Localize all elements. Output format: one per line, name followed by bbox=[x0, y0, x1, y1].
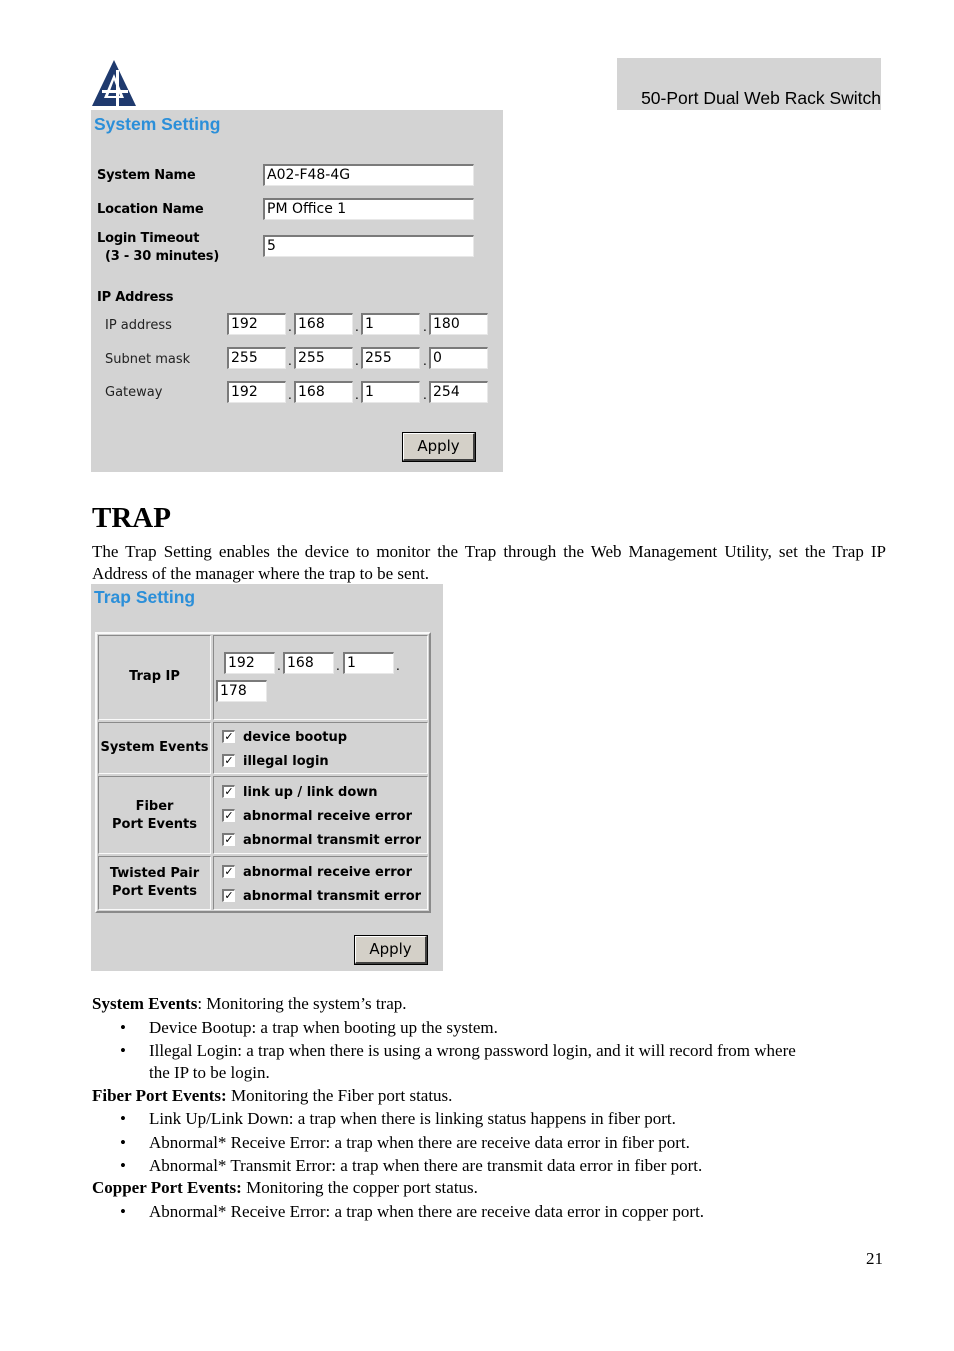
atlantis-logo-icon bbox=[92, 60, 136, 106]
bullet-text: Device Bootup: a trap when booting up the system. bbox=[149, 1018, 498, 1037]
gateway-octet-3[interactable]: 1 bbox=[361, 381, 420, 403]
fiber-events-label-line2: Port Events bbox=[112, 817, 197, 832]
system-events-paragraph bbox=[92, 993, 407, 1015]
list-item-continuation bbox=[149, 1062, 270, 1084]
device-bootup-label: device bootup bbox=[243, 730, 348, 745]
bullet-mark: • bbox=[120, 1156, 126, 1175]
tp-events-label-line1: Twisted Pair bbox=[109, 866, 200, 881]
ip-octet-1[interactable]: 192 bbox=[227, 313, 286, 335]
octet-separator: . bbox=[423, 320, 427, 334]
trap-ip-octet-2[interactable]: 168 bbox=[283, 652, 334, 674]
system-name-field[interactable]: A02-F48-4G bbox=[263, 164, 474, 186]
list-item bbox=[120, 1132, 690, 1154]
fiber-receive-error-label: abnormal receive error bbox=[243, 809, 412, 824]
fiber-transmit-error-checkbox[interactable]: ✓ bbox=[222, 833, 235, 846]
octet-separator: . bbox=[277, 659, 281, 673]
bullet-text: Abnormal* Receive Error: a trap when there are receive data error in fiber port. bbox=[149, 1133, 690, 1152]
octet-separator: . bbox=[355, 388, 359, 402]
octet-separator: . bbox=[355, 320, 359, 334]
illegal-login-label: illegal login bbox=[243, 754, 329, 769]
subnet-octet-3[interactable]: 255 bbox=[361, 347, 420, 369]
gateway-label: Gateway bbox=[105, 385, 163, 400]
gateway-octet-4[interactable]: 254 bbox=[429, 381, 488, 403]
bullet-text: Link Up/Link Down: a trap when there is linking status happens in fiber port. bbox=[149, 1109, 676, 1128]
trap-ip-octet-4[interactable]: 178 bbox=[216, 680, 267, 702]
panel-title: Trap Setting bbox=[94, 587, 196, 607]
product-title: 50-Port Dual Web Rack Switch bbox=[641, 88, 881, 108]
system-events-term: System Events bbox=[92, 994, 198, 1013]
fiber-events-term: Fiber Port Events: bbox=[92, 1086, 227, 1105]
list-item bbox=[120, 1108, 676, 1130]
trap-ip-octet-1[interactable]: 192 bbox=[224, 652, 275, 674]
bullet-mark: • bbox=[120, 1202, 126, 1221]
tp-events-label-line2: Port Events bbox=[112, 884, 197, 899]
fiber-events-paragraph bbox=[92, 1085, 452, 1107]
ip-octet-3[interactable]: 1 bbox=[361, 313, 420, 335]
trap-ip-value-cell bbox=[213, 635, 428, 720]
octet-separator: . bbox=[288, 388, 292, 402]
illegal-login-checkbox[interactable]: ✓ bbox=[222, 754, 235, 767]
fiber-events-label-line1: Fiber bbox=[135, 799, 174, 814]
subnet-octet-4[interactable]: 0 bbox=[429, 347, 488, 369]
gateway-octet-2[interactable]: 168 bbox=[294, 381, 353, 403]
list-item bbox=[120, 1040, 796, 1062]
login-timeout-field[interactable]: 5 bbox=[263, 235, 474, 257]
link-up-down-label: link up / link down bbox=[243, 785, 378, 800]
octet-separator: . bbox=[288, 320, 292, 334]
copper-events-paragraph bbox=[92, 1177, 478, 1199]
fiber-transmit-error-label: abnormal transmit error bbox=[243, 833, 422, 848]
bullet-mark: • bbox=[120, 1133, 126, 1152]
system-events-definition: : Monitoring the system’s trap. bbox=[197, 994, 407, 1013]
ip-octet-2[interactable]: 168 bbox=[294, 313, 353, 335]
octet-separator: . bbox=[336, 659, 340, 673]
octet-separator: . bbox=[355, 354, 359, 368]
bullet-text: Abnormal* Transmit Error: a trap when there are transmit data error in fiber port. bbox=[149, 1156, 703, 1175]
ip-address-label: IP address bbox=[105, 318, 172, 333]
panel-title: System Setting bbox=[94, 114, 221, 134]
trap-intro: The Trap Setting enables the device to monitor the Trap through the Web Management Utility, set the Trap IP Address of the manager where the trap to be sent. bbox=[92, 542, 886, 583]
copper-events-term: Copper Port Events: bbox=[92, 1178, 242, 1197]
list-item bbox=[120, 1155, 703, 1177]
bullet-mark: • bbox=[120, 1109, 126, 1128]
bullet-mark: • bbox=[120, 1018, 126, 1037]
link-up-down-checkbox[interactable]: ✓ bbox=[222, 785, 235, 798]
tp-receive-error-checkbox[interactable]: ✓ bbox=[222, 865, 235, 878]
list-item bbox=[120, 1017, 498, 1039]
tp-receive-error-label: abnormal receive error bbox=[243, 865, 412, 880]
gateway-octet-1[interactable]: 192 bbox=[227, 381, 286, 403]
system-name-label: System Name bbox=[97, 168, 196, 183]
trap-ip-label: Trap IP bbox=[129, 669, 180, 684]
octet-separator: . bbox=[396, 659, 400, 673]
octet-separator: . bbox=[423, 388, 427, 402]
login-timeout-range: (3 - 30 minutes) bbox=[105, 249, 220, 264]
trap-heading: TRAP bbox=[92, 502, 171, 534]
bullet-mark: • bbox=[120, 1041, 126, 1060]
octet-separator: . bbox=[423, 354, 427, 368]
tp-transmit-error-label: abnormal transmit error bbox=[243, 889, 422, 904]
subnet-octet-2[interactable]: 255 bbox=[294, 347, 353, 369]
trap-ip-octet-3[interactable]: 1 bbox=[343, 652, 394, 674]
trap-setting-panel bbox=[91, 584, 443, 971]
location-name-field[interactable]: PM Office 1 bbox=[263, 198, 474, 220]
subnet-octet-1[interactable]: 255 bbox=[227, 347, 286, 369]
apply-button[interactable]: Apply bbox=[403, 433, 475, 461]
page-number: 21 bbox=[866, 1249, 883, 1268]
bullet-text: the IP to be login. bbox=[149, 1063, 270, 1082]
login-timeout-label: Login Timeout bbox=[97, 231, 200, 246]
header-title-box bbox=[617, 58, 881, 110]
subnet-mask-label: Subnet mask bbox=[105, 352, 191, 367]
location-name-label: Location Name bbox=[97, 202, 204, 217]
system-events-label: System Events bbox=[100, 740, 209, 755]
device-bootup-checkbox[interactable]: ✓ bbox=[222, 730, 235, 743]
tp-transmit-error-checkbox[interactable]: ✓ bbox=[222, 889, 235, 902]
system-setting-panel bbox=[91, 110, 503, 472]
apply-button[interactable]: Apply bbox=[355, 936, 427, 964]
bullet-text: Illegal Login: a trap when there is using a wrong password login, and it will record from where bbox=[149, 1041, 796, 1060]
fiber-events-definition: Monitoring the Fiber port status. bbox=[226, 1086, 453, 1105]
bullet-text: Abnormal* Receive Error: a trap when there are receive data error in copper port. bbox=[149, 1202, 705, 1221]
fiber-receive-error-checkbox[interactable]: ✓ bbox=[222, 809, 235, 822]
octet-separator: . bbox=[288, 354, 292, 368]
ip-octet-4[interactable]: 180 bbox=[429, 313, 488, 335]
copper-events-definition: Monitoring the copper port status. bbox=[241, 1178, 478, 1197]
ip-section-label: IP Address bbox=[97, 290, 174, 305]
list-item bbox=[120, 1201, 705, 1223]
